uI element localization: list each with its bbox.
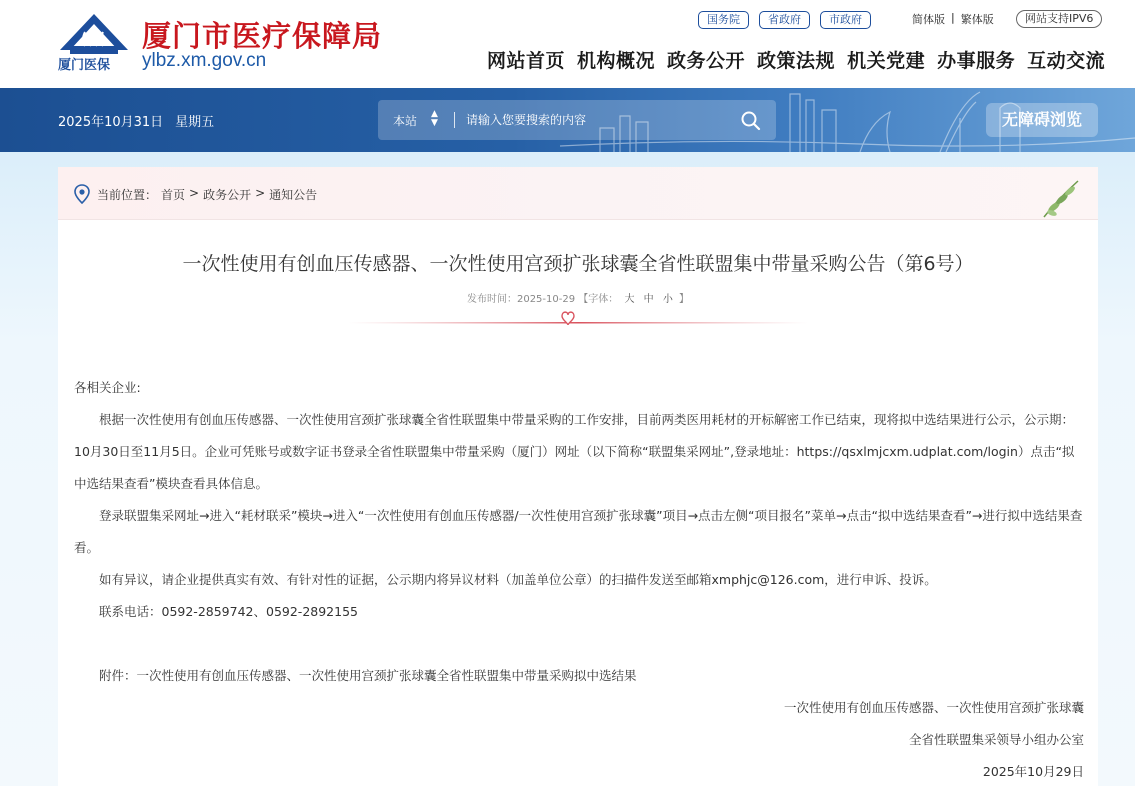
nav-gov-affairs[interactable]: 政务公开 (667, 50, 746, 72)
breadcrumb-sep: > (255, 186, 266, 200)
search-scope-select[interactable]: 本站 (393, 114, 418, 128)
gov-links (698, 10, 871, 30)
attachment-link[interactable]: 附件：一次性使用有创血压传感器、一次性使用宫颈扩张球囊全省性联盟集中带量采购拟中选结果 (99, 668, 637, 683)
leaf-decoration-icon (1040, 177, 1084, 219)
updown-arrow-icon[interactable]: ▲ ▼ (431, 109, 438, 128)
paragraph: 根据一次性使用有创血压传感器、一次性使用宫颈扩张球囊全省性联盟集中带量采购的工作安排，目前两类医用耗材的开标解密工作已结束，现将拟中选结果进行公示，公示期：10月30日至11月5日。企业可凭账号或数字证书登录全省性联盟集中带量采购（厦门）网址（以下简称“联盟集采网址”,登录地址：https://qsxlmjcxm.udplat.com/login）点击“拟中选结果查看”模块查看具体信息。 (74, 412, 1075, 491)
breadcrumb-prefix: 当前位置： (97, 188, 158, 202)
article-title: 一次性使用有创血压传感器、一次性使用宫颈扩张球囊全省性联盟集中带量采购公告（第6号） (182, 253, 974, 275)
breadcrumb-notices[interactable]: 通知公告 (269, 188, 318, 202)
lang-simplified[interactable]: 简体版 (912, 13, 945, 26)
heart-divider-icon (348, 307, 808, 329)
link-city-gov[interactable]: 市政府 (820, 11, 871, 29)
salutation: 各相关企业: (74, 380, 141, 395)
location-pin-icon (73, 184, 91, 204)
signature-office-line1: 一次性使用有创血压传感器、一次性使用宫颈扩张球囊 (783, 700, 1084, 715)
logo-subtitle: 厦门医保 (58, 58, 111, 73)
breadcrumb-sep: > (189, 186, 200, 200)
lang-separator: | (951, 11, 955, 24)
publish-date: 2025-10-29 (516, 294, 576, 305)
weekday-text: 星期五 (175, 115, 215, 130)
nav-policy[interactable]: 政策法规 (757, 50, 836, 72)
font-label: 【字体： (578, 294, 619, 305)
search-divider (454, 112, 455, 128)
contact-phone: 联系电话：0592-2859742、0592-2892155 (99, 604, 358, 619)
language-switch (912, 11, 994, 27)
paragraph: 登录联盟集采网址→进入“耗材联采”模块→进入“一次性使用有创血压传感器/一次性使用宫颈扩张球囊”项目→点击左侧“项目报名”菜单→点击“拟中选结果查看”→进行拟中选结果查看。 (74, 508, 1083, 555)
breadcrumb-bar (58, 167, 1098, 220)
logo-domain: ylbz.xm.gov.cn (142, 50, 267, 71)
search-band (0, 88, 1135, 152)
link-state-council[interactable]: 国务院 (698, 11, 749, 29)
article-body (74, 372, 1084, 786)
date-text: 2025年10月31日 (58, 115, 164, 130)
site-header (0, 0, 1135, 88)
font-medium-button[interactable]: 中 (643, 294, 654, 305)
article-meta (58, 290, 1098, 305)
nav-home[interactable]: 网站首页 (487, 50, 566, 72)
nav-interaction[interactable]: 互动交流 (1027, 50, 1106, 72)
article-card (58, 167, 1098, 786)
main-nav (487, 46, 1105, 73)
current-date (58, 111, 214, 130)
breadcrumb-home[interactable]: 首页 (161, 188, 186, 202)
breadcrumb-gov-affairs[interactable]: 政务公开 (203, 188, 252, 202)
signature-office-line2: 全省性联盟集采领导小组办公室 (908, 732, 1084, 747)
site-logo[interactable] (58, 12, 403, 74)
breadcrumb (97, 186, 317, 203)
font-large-button[interactable]: 大 (624, 294, 635, 305)
logo-title: 厦门市医疗保障局 (142, 19, 383, 53)
lang-traditional[interactable]: 繁体版 (960, 13, 994, 26)
nav-about[interactable]: 机构概况 (577, 50, 656, 72)
font-label-end: 】 (679, 294, 690, 305)
nav-party[interactable]: 机关党建 (847, 50, 926, 72)
ipv6-badge: 网站支持IPV6 (1016, 10, 1102, 28)
paragraph: 如有异议，请企业提供真实有效、有针对性的证据，公示期内将异议材料（加盖单位公章）的扫描件发送至邮箱xmphjc@126.com，进行申诉、投诉。 (99, 572, 937, 587)
signature-date: 2025年10月29日 (982, 764, 1084, 779)
search-icon[interactable] (740, 110, 762, 132)
nav-services[interactable]: 办事服务 (937, 50, 1016, 72)
search-box (378, 100, 776, 140)
font-small-button[interactable]: 小 (662, 294, 673, 305)
link-provincial-gov[interactable]: 省政府 (759, 11, 810, 29)
search-input[interactable] (466, 108, 728, 132)
publish-label: 发布时间： (466, 294, 517, 305)
accessibility-button[interactable]: 无障碍浏览 (986, 103, 1098, 137)
